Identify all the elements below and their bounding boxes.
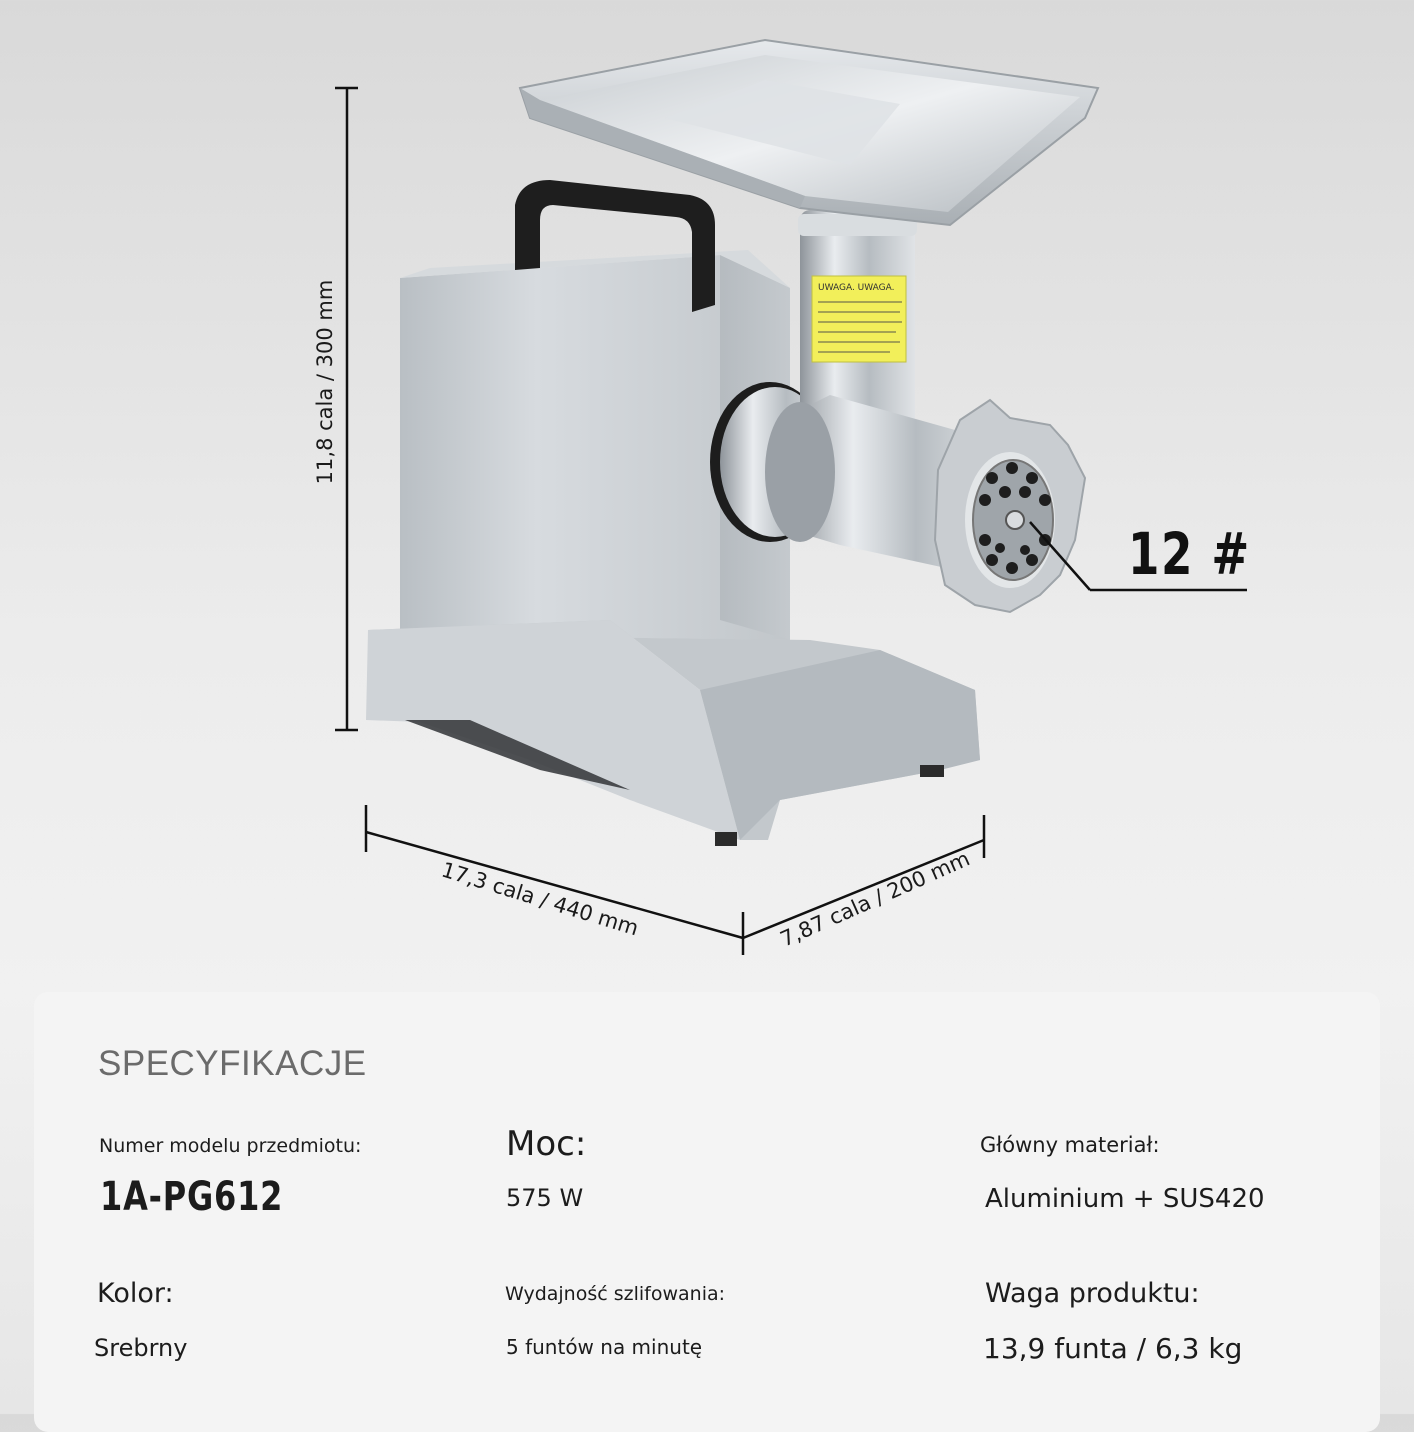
cutting-plate <box>973 460 1053 580</box>
power-value: 575 W <box>506 1184 584 1212</box>
specifications-panel <box>34 992 1380 1432</box>
model-number-label: Numer modelu przedmiotu: <box>99 1135 362 1157</box>
main-material-label: Główny materiał: <box>980 1133 1160 1157</box>
grinding-capacity-value: 5 funtów na minutę <box>506 1335 703 1359</box>
width-dimension-label: 17,3 cala / 440 mm <box>438 857 642 941</box>
warning-sticker <box>812 276 906 362</box>
height-dimension-label: 11,8 cala / 300 mm <box>313 279 337 485</box>
warning-sticker-text: UWAGA. UWAGA. <box>818 283 895 293</box>
power-label: Moc: <box>506 1124 587 1164</box>
product-weight-value: 13,9 funta / 6,3 kg <box>983 1332 1243 1365</box>
main-material-value: Aluminium + SUS420 <box>985 1184 1265 1214</box>
height-dimension-line <box>335 88 358 730</box>
model-number-value: 1A-PG612 <box>100 1174 284 1220</box>
grinding-capacity-label: Wydajność szlifowania: <box>505 1283 726 1305</box>
depth-dimension-label: 7,87 cala / 200 mm <box>776 846 974 952</box>
plate-size-label: 12 # <box>1128 520 1251 588</box>
color-value: Srebrny <box>94 1334 188 1362</box>
color-label: Kolor: <box>97 1278 174 1309</box>
width-dimension-line <box>366 805 743 955</box>
product-weight-label: Waga produktu: <box>985 1278 1200 1309</box>
specifications-title: SPECYFIKACJE <box>98 1044 367 1083</box>
